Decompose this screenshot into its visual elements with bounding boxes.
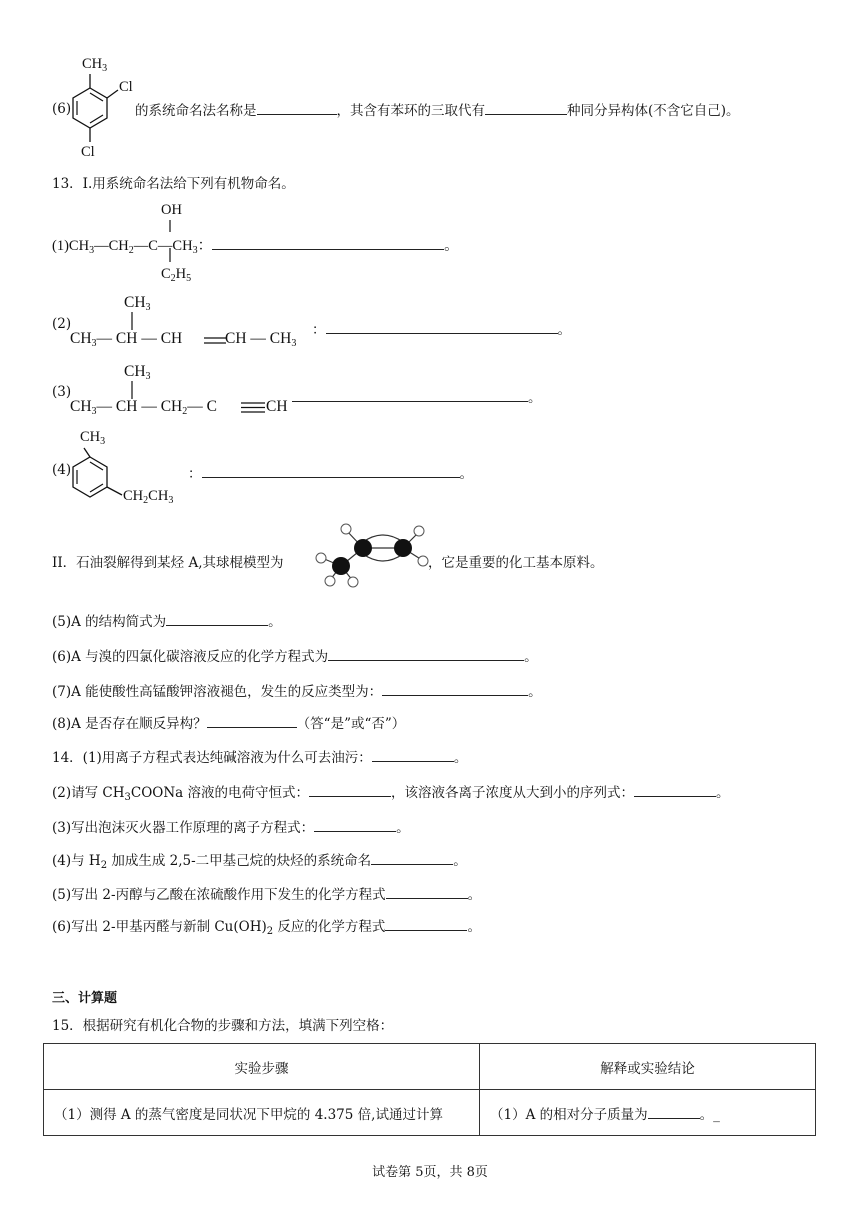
q13-1-blank[interactable] [212, 236, 444, 250]
table-row [44, 1090, 816, 1136]
q13-2-blank[interactable] [326, 320, 558, 334]
part2-text-b: ，它是重要的化工基本原料。 [428, 555, 604, 571]
q6-blank[interactable] [328, 647, 524, 661]
q14-6-blank[interactable] [385, 917, 467, 931]
table-cell: （1）A 的相对分子质量为 。_ [480, 1090, 816, 1136]
page-footer: 试卷第 5页，共 8页 [372, 1165, 488, 1180]
q12-6-text-a: 的系统命名法名称是 [135, 103, 257, 119]
q14-2-blank-b[interactable] [634, 783, 716, 797]
double-bond [203, 336, 227, 346]
q14-4-blank[interactable] [371, 851, 453, 865]
c2h5-label: $C_2H_5$ [161, 266, 192, 284]
q14-2-blank-a[interactable] [309, 783, 391, 797]
ethylene-ball-stick-model [308, 518, 432, 594]
q14-3-blank[interactable] [314, 818, 396, 832]
oh-label: OH [161, 202, 182, 218]
q15-text: 15．根据研究有机化合物的步骤和方法，填满下列空格： [52, 1018, 394, 1034]
q13-1-number: (1) [52, 238, 69, 254]
q13-title: 13．I.用系统命名法给下列有机物命名。 [52, 176, 295, 192]
experiment-table [43, 1043, 816, 1136]
q12-6-number: (6) [52, 101, 72, 117]
q5-blank[interactable] [166, 612, 268, 626]
q13-3-number: (3) [52, 384, 72, 400]
q13-3-blank[interactable] [292, 388, 528, 402]
q12-6-blank-1[interactable] [257, 101, 337, 115]
section3-heading: 三、计算题 [52, 991, 118, 1006]
q8-blank[interactable] [207, 714, 297, 728]
q13-4-blank[interactable] [202, 464, 460, 478]
q14-line6: (6)写出 2-甲基丙醛与新制 $Cu(OH)_2$ 反应的化学方程式 。 [52, 919, 481, 937]
q12-6-blank-2[interactable] [485, 101, 567, 115]
ch3-label: CH [82, 56, 103, 72]
table-header-cell: 实验步骤 [44, 1044, 480, 1090]
q13-2-number: (2) [52, 316, 72, 332]
table-header-cell: 解释或实验结论 [480, 1044, 816, 1090]
cl-label-bottom: Cl [81, 144, 95, 160]
q14-1-blank[interactable] [372, 748, 454, 762]
q7-blank[interactable] [382, 682, 528, 696]
q14-line1: 14．(1)用离子方程式表达纯碱溶液为什么可去油污： 。 [52, 750, 468, 766]
q14-line4: (4)与 $H_2$ 加成生成 2,5-二甲基己烷的炔烃的系统命名 。 [52, 853, 467, 871]
table-header-row [44, 1044, 816, 1090]
q15-1-blank[interactable] [648, 1105, 700, 1119]
part2-text-a: II．石油裂解得到某烃 A,其球棍模型为 [52, 555, 284, 571]
q12-6-text-b: ，其含有苯环的三取代有 [336, 103, 485, 119]
triple-bond [240, 401, 266, 415]
cl-label-top: Cl [119, 79, 133, 95]
table-cell: （1）测得 A 的蒸气密度是同状况下甲烷的 4.375 倍,试通过计算 [44, 1090, 480, 1136]
q14-5-blank[interactable] [386, 885, 468, 899]
q14-line2: (2)请写 $CH_3COONa$ 溶液的电荷守恒式： ，该溶液各离子浓度从大到小的序列式： 。 [52, 785, 730, 803]
q14-line3: (3)写出泡沫灭火器工作原理的离子方程式： 。 [52, 820, 410, 836]
q12-6-text-c: 种同分异构体(不含它自己)。 [567, 103, 740, 119]
q13-4-number: (4) [52, 462, 72, 478]
q14-line5: (5)写出 2-丙醇与乙酸在浓硫酸作用下发生的化学方程式 。 [52, 887, 482, 903]
